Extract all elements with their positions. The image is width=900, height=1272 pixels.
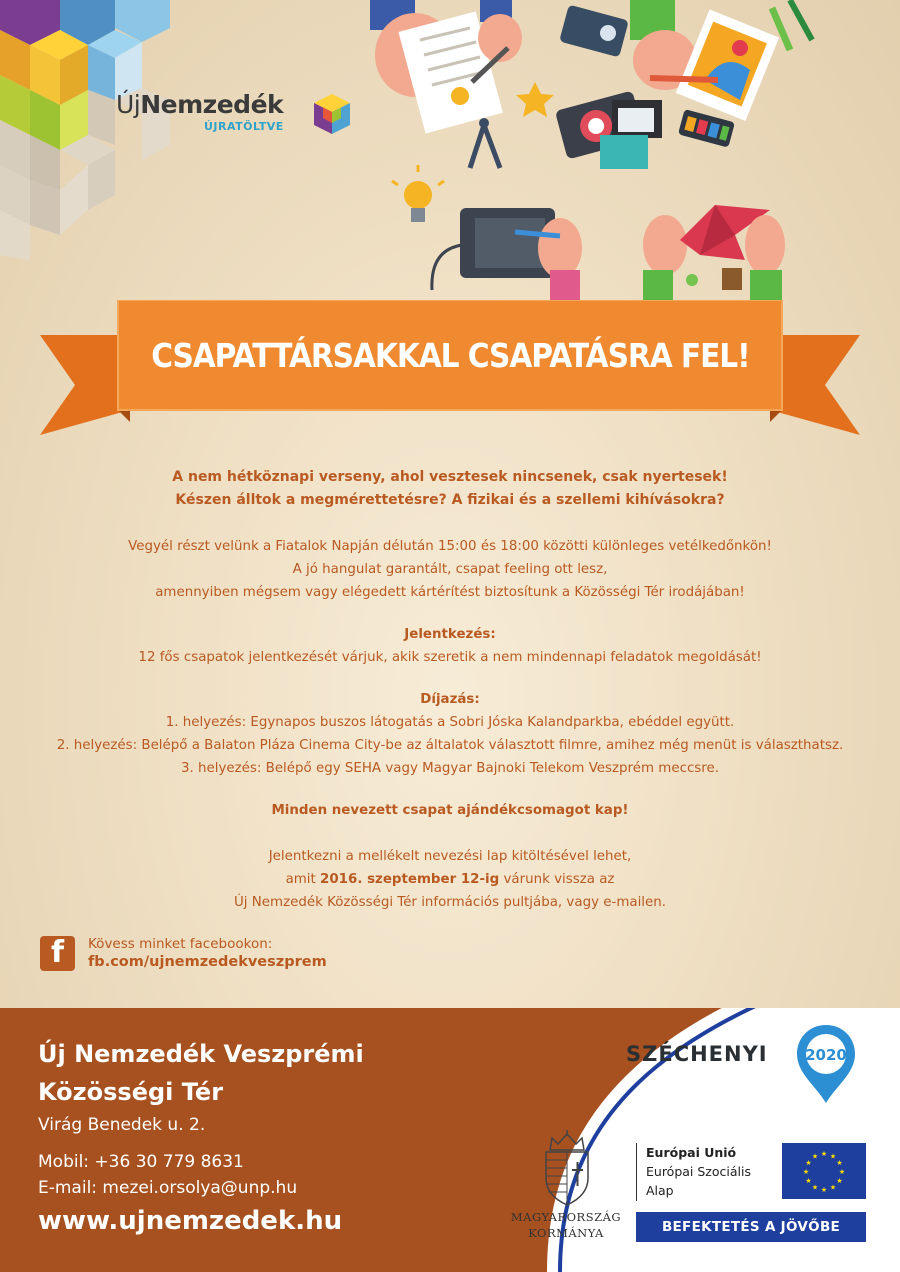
prize-item-3: 3. helyezés: Belépő egy SEHA vagy Magyar Bajnoki Telekom Veszprém meccsre. bbox=[180, 761, 719, 776]
investing-in-future-banner: BEFEKTETÉS A JÖVŐBE bbox=[636, 1212, 866, 1242]
eu-label-line-2: Európai Szociális bbox=[646, 1164, 751, 1179]
description-line-2: A jó hangulat garantált, csapat feeling ott lesz, bbox=[292, 562, 608, 577]
apply-line-2-post: várunk vissza az bbox=[499, 872, 615, 887]
registration-text: 12 fős csapatok jelentkezését várjuk, akik szeretik a nem mindennapi feladatok megoldását! bbox=[138, 650, 762, 665]
registration-heading: Jelentkezés: bbox=[404, 627, 496, 642]
svg-text:★: ★ bbox=[829, 1183, 837, 1192]
government-label-line-1: MAGYARORSZÁG bbox=[510, 1210, 622, 1224]
description-line-1: Vegyél részt velünk a Fiatalok Napján délután 15:00 és 18:00 közötti különleges vetélkedőnkön! bbox=[128, 539, 772, 554]
eu-label-line-3: Alap bbox=[646, 1183, 674, 1198]
facebook-follow-text: Kövess minket facebookon: bbox=[88, 936, 273, 952]
svg-text:★: ★ bbox=[802, 1168, 810, 1176]
svg-text:★: ★ bbox=[820, 1186, 828, 1194]
website-link[interactable]: www.ujnemzedek.hu bbox=[38, 1206, 343, 1236]
description-line-3: amennyiben mégsem vagy elégedett kártérítést biztosítunk a Közösségi Tér irodájában! bbox=[155, 585, 745, 600]
svg-text:★: ★ bbox=[836, 1177, 843, 1185]
government-label-line-2: KORMÁNYA bbox=[528, 1226, 604, 1240]
intro-line-1: A nem hétköznapi verseny, ahol vesztesek nincsenek, csak nyertesek! bbox=[172, 469, 728, 485]
szechenyi-year: 2020 bbox=[805, 1046, 847, 1064]
svg-text:★: ★ bbox=[838, 1168, 846, 1176]
apply-line-1: Jelentkezni a mellékelt nevezési lap kitöltésével lehet, bbox=[268, 849, 632, 864]
svg-text:★: ★ bbox=[836, 1159, 843, 1167]
svg-text:★: ★ bbox=[805, 1177, 812, 1185]
svg-text:★: ★ bbox=[811, 1152, 819, 1161]
apply-line-2-pre: amit bbox=[285, 872, 321, 887]
szechenyi-2020-pin-icon bbox=[795, 1023, 857, 1105]
prizes-heading: Díjazás: bbox=[420, 692, 480, 707]
brand-logo bbox=[116, 90, 284, 133]
organization-address: Virág Benedek u. 2. bbox=[38, 1115, 206, 1135]
gift-announcement: Minden nevezett csapat ajándékcsomagot kap! bbox=[271, 803, 629, 818]
eu-label-line-1: Európai Unió bbox=[646, 1145, 737, 1160]
brand-name: Nemzedék bbox=[140, 90, 284, 119]
apply-line-2 bbox=[0, 868, 900, 891]
facebook-url-link[interactable]: fb.com/ujnemzedekveszprem bbox=[88, 954, 327, 970]
decorative-cubes bbox=[0, 0, 230, 260]
svg-text:★: ★ bbox=[811, 1183, 819, 1192]
apply-line-3: Új Nemzedék Közösségi Tér információs pultjába, vagy e-mailen. bbox=[234, 895, 666, 910]
brand-tagline: ÚJRATÖLTVE bbox=[204, 120, 284, 133]
contact-email[interactable]: E-mail: mezei.orsolya@unp.hu bbox=[38, 1178, 298, 1198]
intro-line-2: Készen álltok a megmérettetésre? A fizikai és a szellemi kihívásokra? bbox=[175, 492, 725, 508]
eu-flag-icon bbox=[782, 1143, 866, 1199]
eu-divider bbox=[636, 1143, 637, 1201]
facebook-icon[interactable]: f bbox=[40, 936, 75, 971]
svg-text:★: ★ bbox=[820, 1150, 828, 1158]
apply-deadline: 2016. szeptember 12-ig bbox=[320, 872, 500, 887]
contact-mobile: Mobil: +36 30 779 8631 bbox=[38, 1152, 244, 1172]
svg-text:★: ★ bbox=[829, 1152, 837, 1161]
logo-cube-icon bbox=[310, 92, 354, 136]
svg-text:★: ★ bbox=[805, 1159, 812, 1167]
organization-name-line-2: Közösségi Tér bbox=[38, 1078, 224, 1106]
creative-tools-illustration bbox=[360, 0, 900, 300]
prize-item-2: 2. helyezés: Belépő a Balaton Pláza Cinema City-be az általatok választott filmre, amihez még menüt is választhatsz. bbox=[56, 738, 844, 753]
brand-prefix: Új bbox=[116, 90, 141, 119]
banner-title: CSAPATTÁRSAKKAL CSAPATÁSRA FEL! bbox=[151, 336, 750, 375]
organization-name-line-1: Új Nemzedék Veszprémi bbox=[38, 1040, 364, 1068]
prize-item-1: 1. helyezés: Egynapos buszos látogatás a Sobri Jóska Kalandparkba, ebéddel együtt. bbox=[165, 715, 735, 730]
hungarian-coat-of-arms-icon bbox=[536, 1130, 598, 1208]
szechenyi-logo-text: SZÉCHENYI bbox=[626, 1042, 768, 1066]
